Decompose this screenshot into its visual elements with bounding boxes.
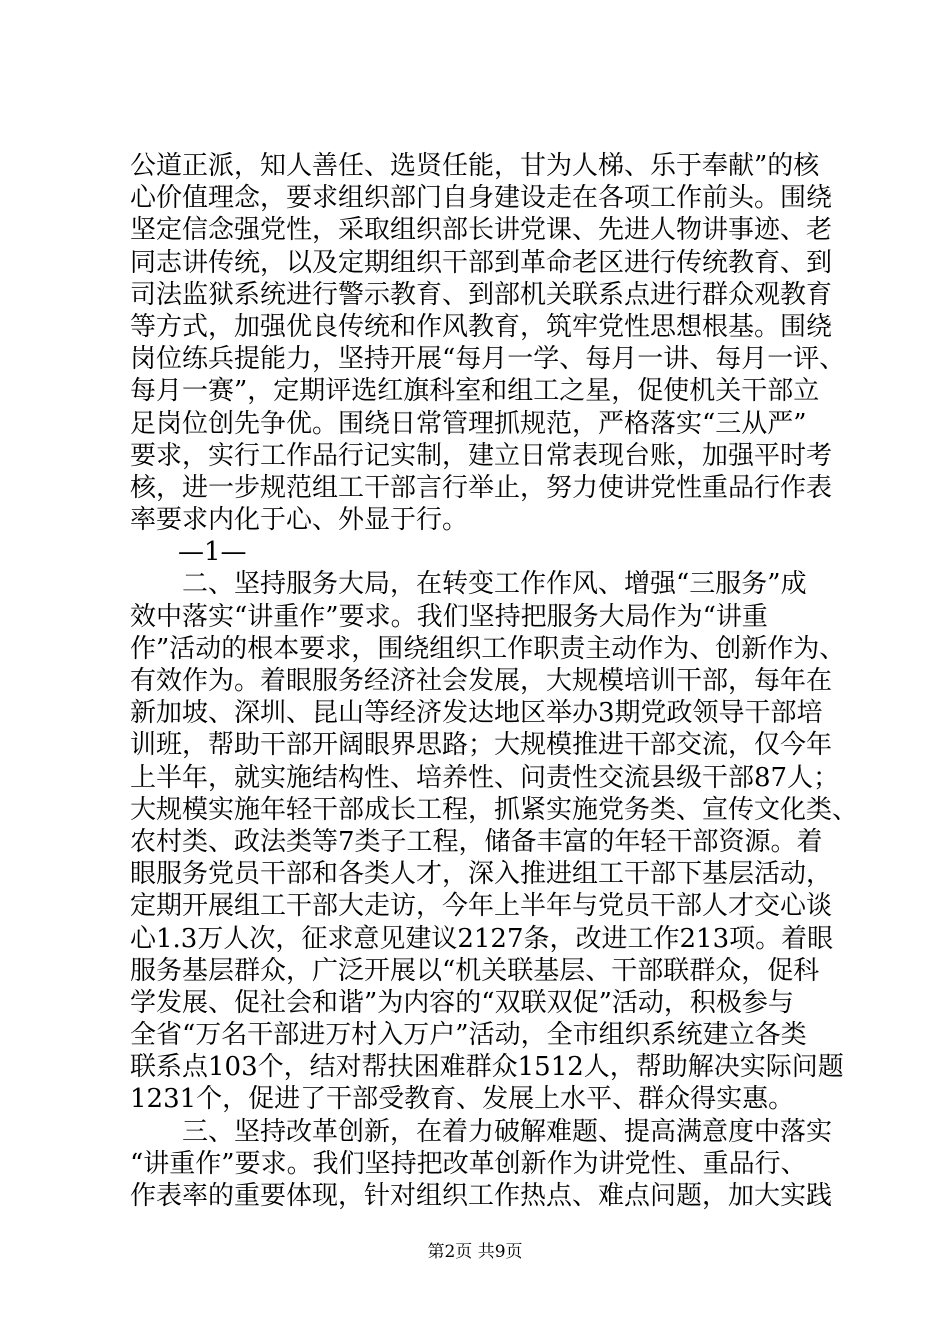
text-line: 联系点103个，结对帮扶困难群众1512人，帮助解决实际问题 <box>130 1052 844 1083</box>
text-line: 1231个，促进了干部受教育、发展上水平、群众得实惠。 <box>130 1084 795 1115</box>
text-line: 公道正派，知人善任、选贤任能，甘为人梯、乐于奉献”的核 <box>130 151 820 181</box>
text-line: 等方式，加强优良传统和作风教育，筑牢党性思想根基。围绕 <box>130 311 833 342</box>
text-line: 同志讲传统，以及定期组织干部到革命老区进行传统教育、到 <box>130 247 833 278</box>
text-line: 岗位练兵提能力，坚持开展“每月一学、每月一讲、每月一评、 <box>130 344 846 375</box>
text-line: 率要求内化于心、外显于行。 <box>130 505 469 536</box>
page-footer: 第2页 共9页 <box>427 1242 523 1262</box>
text-line: 服务基层群众，广泛开展以“机关联基层、干部联群众，促科 <box>130 955 820 986</box>
text-line: 农村类、政法类等7类子工程，储备丰富的年轻干部资源。着 <box>130 826 823 857</box>
text-line: 要求，实行工作品行记实制，建立日常表现台账，加强平时考 <box>130 440 833 471</box>
text-line: 眼服务党员干部和各类人才，深入推进组工干部下基层活动， <box>130 859 833 890</box>
document-body <box>130 150 859 1212</box>
text-line: 大规模实施年轻干部成长工程，抓紧实施党务类、宣传文化类、 <box>130 794 859 825</box>
text-line: 核，进一步规范组工干部言行举止，努力使讲党性重品行作表 <box>130 472 833 503</box>
text-line: 心1.3万人次，征求意见建议2127条，改进工作213项。着眼 <box>130 923 834 954</box>
text-line: 定期开展组工干部大走访，今年上半年与党员干部人才交心谈 <box>130 891 833 922</box>
text-line: 训班，帮助干部开阔眼界思路；大规模推进干部交流，仅今年 <box>130 730 833 761</box>
text-line: 有效作为。着眼服务经济社会发展，大规模培训干部，每年在 <box>130 666 833 696</box>
text-line: 二、坚持服务大局，在转变工作作风、增强“三服务”成 <box>182 569 807 600</box>
text-line: 作表率的重要体现，针对组织工作热点、难点问题，加大实践 <box>130 1181 833 1211</box>
text-line: 足岗位创先争优。围绕日常管理抓规范，严格落实“三从严” <box>130 408 807 439</box>
text-line: 学发展、促社会和谐”为内容的“双联双促”活动，积极参与 <box>130 987 794 1018</box>
text-line: 司法监狱系统进行警示教育、到部机关联系点进行群众观教育 <box>130 279 833 310</box>
text-line: 全省“万名干部进万村入万户”活动，全市组织系统建立各类 <box>130 1020 807 1051</box>
text-line: 作”活动的根本要求，围绕组织工作职责主动作为、创新作为、 <box>130 633 846 664</box>
text-line: 效中落实“讲重作”要求。我们坚持把服务大局作为“讲重 <box>130 601 768 632</box>
text-line: 三、坚持改革创新，在着力破解难题、提高满意度中落实 <box>182 1116 833 1147</box>
text-line: “讲重作”要求。我们坚持把改革创新作为讲党性、重品行、 <box>130 1148 807 1179</box>
page-marker: —1— <box>178 537 247 568</box>
text-line: 心价值理念，要求组织部门自身建设走在各项工作前头。围绕 <box>130 183 833 214</box>
text-line: 上半年，就实施结构性、培养性、问责性交流县级干部87人； <box>130 762 840 793</box>
text-line: 新加坡、深圳、昆山等经济发达地区举办3期党政领导干部培 <box>130 698 823 729</box>
text-line: 每月一赛”，定期评选红旗科室和组工之星，促使机关干部立 <box>130 376 820 407</box>
text-line: 坚定信念强党性，采取组织部长讲党课、先进人物讲事迹、老 <box>130 215 833 246</box>
